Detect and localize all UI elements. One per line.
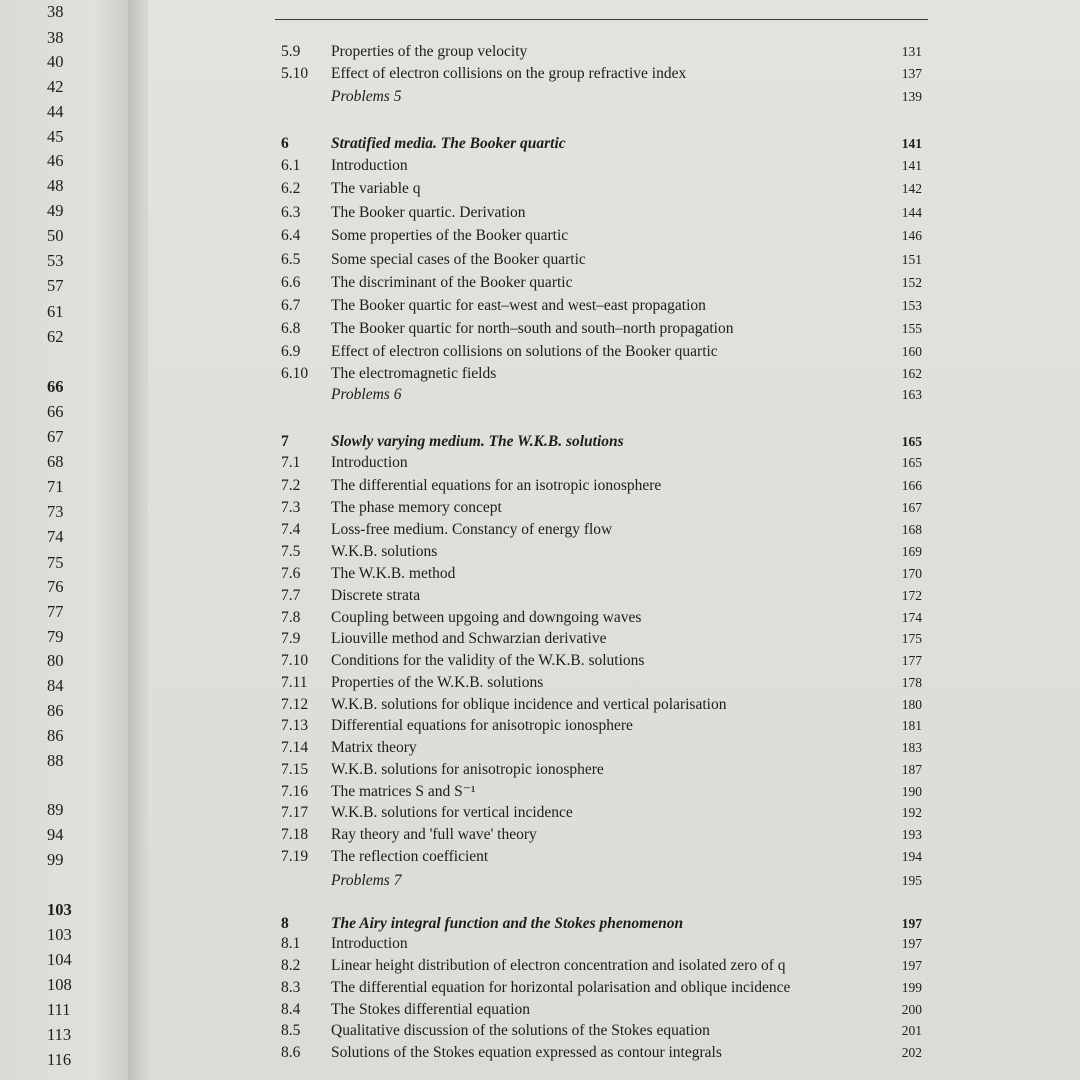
toc-entry-page: 200 xyxy=(901,1002,922,1017)
toc-entry-title: Problems 7 xyxy=(331,872,402,889)
toc-entry-title: Discrete strata xyxy=(331,587,421,604)
left-page-number: 116 xyxy=(47,1050,72,1069)
toc-problems-row xyxy=(0,384,1080,406)
toc-entry-number: 6.6 xyxy=(281,274,301,291)
toc-entry-number: 6.3 xyxy=(281,204,301,221)
toc-section-row xyxy=(0,585,1080,607)
left-page-number: 111 xyxy=(47,1000,71,1019)
toc-section-row xyxy=(0,318,1080,340)
toc-entry-page: 137 xyxy=(901,66,922,81)
toc-entry-title: Stratified media. The Booker quartic xyxy=(331,135,566,152)
toc-entry-number: 7.16 xyxy=(281,783,309,800)
toc-section-row xyxy=(0,802,1080,824)
toc-entry-number: 6.7 xyxy=(281,297,301,314)
left-page-number: 53 xyxy=(47,251,64,270)
left-page-number: 94 xyxy=(47,825,64,844)
left-page-number: 104 xyxy=(47,950,72,969)
toc-entry-page: 146 xyxy=(901,228,922,243)
toc-section-row xyxy=(0,155,1080,177)
left-page-number: 99 xyxy=(47,850,64,869)
toc-entry-page: 163 xyxy=(901,387,922,402)
top-rule xyxy=(275,19,928,20)
toc-entry-page: 153 xyxy=(901,298,922,313)
toc-entry-title: Introduction xyxy=(331,157,408,174)
toc-entry-title: Problems 6 xyxy=(331,386,402,403)
toc-entry-page: 194 xyxy=(901,849,922,864)
toc-entry-page: 202 xyxy=(901,1045,922,1060)
toc-section-row xyxy=(0,846,1080,868)
toc-entry-page: 166 xyxy=(901,478,922,493)
left-page-number: 88 xyxy=(47,751,64,770)
toc-section-row xyxy=(0,824,1080,846)
toc-entry-number: 7 xyxy=(281,433,289,450)
toc-entry-number: 7.9 xyxy=(281,630,301,647)
toc-entry-number: 8.4 xyxy=(281,1001,301,1018)
toc-chapter-row xyxy=(0,133,1080,155)
toc-entry-number: 5.10 xyxy=(281,65,309,82)
toc-section-row xyxy=(0,295,1080,317)
toc-entry-number: 7.6 xyxy=(281,565,301,582)
toc-entry-page: 167 xyxy=(901,500,922,515)
toc-section-row xyxy=(0,1020,1080,1042)
toc-entry-page: 175 xyxy=(901,631,922,646)
toc-entry-title: Effect of electron collisions on the group refractive index xyxy=(331,65,687,82)
toc-entry-page: 168 xyxy=(901,522,922,537)
toc-entry-number: 7.13 xyxy=(281,717,309,734)
toc-entry-title: The phase memory concept xyxy=(331,499,502,516)
toc-entry-page: 190 xyxy=(901,784,922,799)
left-page-number: 40 xyxy=(47,52,64,71)
toc-section-row xyxy=(0,737,1080,759)
toc-entry-title: Properties of the W.K.B. solutions xyxy=(331,674,544,691)
toc-entry-title: Conditions for the validity of the W.K.B. solutions xyxy=(331,652,645,669)
toc-section-row xyxy=(0,225,1080,247)
toc-section-row xyxy=(0,41,1080,63)
toc-chapter-row xyxy=(0,913,1080,935)
toc-entry-title: Linear height distribution of electron concentration and isolated zero of q xyxy=(331,957,786,974)
toc-entry-page: 160 xyxy=(901,344,922,359)
toc-entry-page: 142 xyxy=(901,181,922,196)
toc-section-row xyxy=(0,650,1080,672)
toc-section-row xyxy=(0,563,1080,585)
toc-entry-title: Introduction xyxy=(331,454,408,471)
toc-entry-number: 6.8 xyxy=(281,320,301,337)
toc-entry-title: The Stokes differential equation xyxy=(331,1001,531,1018)
left-page-number: 48 xyxy=(47,176,64,195)
toc-entry-number: 7.8 xyxy=(281,609,301,626)
toc-entry-number: 8 xyxy=(281,915,289,932)
toc-entry-page: 197 xyxy=(901,958,922,973)
toc-problems-row xyxy=(0,870,1080,892)
toc-entry-number: 7.4 xyxy=(281,521,301,538)
toc-entry-page: 152 xyxy=(901,275,922,290)
left-page-number: 74 xyxy=(47,527,64,546)
toc-section-row xyxy=(0,363,1080,385)
toc-problems-row xyxy=(0,86,1080,108)
toc-entry-page: 197 xyxy=(901,936,922,951)
toc-entry-number: 7.17 xyxy=(281,804,309,821)
toc-entry-page: 165 xyxy=(901,455,922,470)
toc-entry-title: The reflection coefficient xyxy=(331,848,489,865)
toc-section-row xyxy=(0,541,1080,563)
toc-entry-title: The variable q xyxy=(331,180,421,197)
toc-chapter-row xyxy=(0,431,1080,453)
toc-entry-number: 7.14 xyxy=(281,739,309,756)
toc-entry-number: 7.11 xyxy=(281,674,308,691)
left-page-number: 84 xyxy=(47,676,64,695)
toc-entry-number: 8.2 xyxy=(281,957,301,974)
toc-entry-page: 199 xyxy=(901,980,922,995)
toc-section-row xyxy=(0,977,1080,999)
toc-section-row xyxy=(0,63,1080,85)
toc-section-row xyxy=(0,607,1080,629)
toc-entry-page: 183 xyxy=(901,740,922,755)
toc-entry-number: 7.12 xyxy=(281,696,309,713)
toc-entry-page: 195 xyxy=(901,873,922,888)
toc-entry-title: W.K.B. solutions for anisotropic ionosphere xyxy=(331,761,604,778)
toc-entry-number: 6.5 xyxy=(281,251,301,268)
toc-entry-title: Slowly varying medium. The W.K.B. solutions xyxy=(331,433,624,450)
left-page-number: 89 xyxy=(47,800,64,819)
toc-entry-title: Liouville method and Schwarzian derivative xyxy=(331,630,607,647)
toc-entry-number: 7.7 xyxy=(281,587,301,604)
left-page-number: 49 xyxy=(47,201,64,220)
toc-entry-title: Matrix theory xyxy=(331,739,417,756)
toc-section-row xyxy=(0,202,1080,224)
toc-section-row xyxy=(0,955,1080,977)
toc-entry-number: 7.10 xyxy=(281,652,309,669)
left-page-number: 66 xyxy=(47,377,64,396)
toc-section-row xyxy=(0,249,1080,271)
left-page-number: 68 xyxy=(47,452,64,471)
left-page-number: 86 xyxy=(47,726,64,745)
toc-entry-title: The W.K.B. method xyxy=(331,565,456,582)
toc-entry-title: The Booker quartic. Derivation xyxy=(331,204,526,221)
toc-entry-page: 201 xyxy=(901,1023,922,1038)
toc-entry-title: The discriminant of the Booker quartic xyxy=(331,274,573,291)
toc-entry-number: 6.2 xyxy=(281,180,301,197)
toc-entry-number: 8.3 xyxy=(281,979,301,996)
toc-entry-page: 180 xyxy=(901,697,922,712)
toc-section-row xyxy=(0,715,1080,737)
toc-entry-title: Loss-free medium. Constancy of energy flow xyxy=(331,521,613,538)
toc-entry-title: The differential equation for horizontal polarisation and oblique incidence xyxy=(331,979,791,996)
left-page-number: 61 xyxy=(47,302,64,321)
toc-entry-title: Problems 5 xyxy=(331,88,402,105)
toc-entry-title: Effect of electron collisions on solutions of the Booker quartic xyxy=(331,343,718,360)
toc-entry-page: 139 xyxy=(901,89,922,104)
toc-section-row xyxy=(0,694,1080,716)
toc-section-row xyxy=(0,178,1080,200)
toc-entry-number: 7.3 xyxy=(281,499,301,516)
toc-entry-number: 7.18 xyxy=(281,826,309,843)
toc-section-row xyxy=(0,933,1080,955)
toc-entry-title: Differential equations for anisotropic ionosphere xyxy=(331,717,633,734)
toc-section-row xyxy=(0,272,1080,294)
left-page-number: 50 xyxy=(47,226,64,245)
toc-entry-title: The matrices S and S⁻¹ xyxy=(331,783,476,800)
toc-entry-title: W.K.B. solutions xyxy=(331,543,438,560)
left-page-number: 45 xyxy=(47,127,64,146)
left-page-number: 86 xyxy=(47,701,64,720)
toc-entry-title: Coupling between upgoing and downgoing waves xyxy=(331,609,642,626)
toc-entry-number: 7.19 xyxy=(281,848,309,865)
toc-entry-page: 141 xyxy=(901,136,922,151)
left-page-number: 42 xyxy=(47,77,64,96)
toc-entry-number: 6.9 xyxy=(281,343,301,360)
toc-entry-page: 174 xyxy=(901,610,922,625)
toc-entry-page: 165 xyxy=(901,434,922,449)
left-page-number: 80 xyxy=(47,651,64,670)
left-page-number: 76 xyxy=(47,577,64,596)
toc-entry-number: 7.1 xyxy=(281,454,301,471)
left-page-number: 71 xyxy=(47,477,64,496)
left-page-number: 62 xyxy=(47,327,64,346)
toc-entry-page: 131 xyxy=(901,44,922,59)
left-page-number: 44 xyxy=(47,102,64,121)
toc-section-row xyxy=(0,781,1080,803)
left-page-number: 113 xyxy=(47,1025,72,1044)
left-page-number: 38 xyxy=(47,28,64,47)
toc-section-row xyxy=(0,999,1080,1021)
toc-entry-title: The differential equations for an isotropic ionosphere xyxy=(331,477,662,494)
toc-entry-title: The Booker quartic for north–south and south–north propagation xyxy=(331,320,734,337)
left-page-number: 46 xyxy=(47,151,64,170)
toc-entry-title: The Booker quartic for east–west and west–east propagation xyxy=(331,297,706,314)
left-page-number: 73 xyxy=(47,502,64,521)
toc-section-row xyxy=(0,672,1080,694)
left-page-number: 57 xyxy=(47,276,64,295)
toc-section-row xyxy=(0,341,1080,363)
toc-entry-number: 7.2 xyxy=(281,477,301,494)
toc-entry-number: 6.10 xyxy=(281,365,309,382)
toc-entry-page: 172 xyxy=(901,588,922,603)
toc-entry-number: 7.15 xyxy=(281,761,309,778)
left-page-number: 79 xyxy=(47,627,64,646)
toc-entry-page: 187 xyxy=(901,762,922,777)
left-page-number: 108 xyxy=(47,975,72,994)
toc-section-row xyxy=(0,519,1080,541)
toc-entry-page: 181 xyxy=(901,718,922,733)
toc-entry-title: W.K.B. solutions for oblique incidence and vertical polarisation xyxy=(331,696,727,713)
toc-entry-number: 8.5 xyxy=(281,1022,301,1039)
toc-entry-page: 178 xyxy=(901,675,922,690)
left-page-number: 66 xyxy=(47,402,64,421)
toc-entry-page: 151 xyxy=(901,252,922,267)
toc-entry-page: 155 xyxy=(901,321,922,336)
toc-entry-title: Properties of the group velocity xyxy=(331,43,528,60)
toc-section-row xyxy=(0,1042,1080,1064)
toc-entry-title: Some special cases of the Booker quartic xyxy=(331,251,586,268)
toc-entry-title: The electromagnetic fields xyxy=(331,365,497,382)
toc-entry-number: 6.1 xyxy=(281,157,301,174)
toc-entry-number: 6.4 xyxy=(281,227,301,244)
left-page-number: 75 xyxy=(47,553,64,572)
toc-entry-title: Ray theory and 'full wave' theory xyxy=(331,826,537,843)
toc-entry-page: 169 xyxy=(901,544,922,559)
toc-entry-page: 170 xyxy=(901,566,922,581)
toc-section-row xyxy=(0,475,1080,497)
toc-entry-page: 162 xyxy=(901,366,922,381)
toc-entry-number: 5.9 xyxy=(281,43,301,60)
toc-entry-number: 8.1 xyxy=(281,935,301,952)
toc-entry-page: 193 xyxy=(901,827,922,842)
toc-entry-page: 141 xyxy=(901,158,922,173)
toc-section-row xyxy=(0,759,1080,781)
toc-entry-page: 192 xyxy=(901,805,922,820)
left-page-number: 67 xyxy=(47,427,64,446)
left-page-number: 103 xyxy=(47,900,72,919)
toc-entry-title: Solutions of the Stokes equation expressed as contour integrals xyxy=(331,1044,722,1061)
left-page-number: 103 xyxy=(47,925,72,944)
toc-section-row xyxy=(0,628,1080,650)
toc-entry-page: 177 xyxy=(901,653,922,668)
toc-section-row xyxy=(0,452,1080,474)
toc-entry-title: Qualitative discussion of the solutions of the Stokes equation xyxy=(331,1022,710,1039)
toc-section-row xyxy=(0,497,1080,519)
toc-entry-page: 197 xyxy=(901,916,922,931)
left-page-number: 38 xyxy=(47,2,64,21)
toc-entry-title: Introduction xyxy=(331,935,408,952)
left-page-number: 77 xyxy=(47,602,64,621)
toc-entry-number: 6 xyxy=(281,135,289,152)
toc-entry-page: 144 xyxy=(901,205,922,220)
toc-entry-title: W.K.B. solutions for vertical incidence xyxy=(331,804,573,821)
toc-entry-title: Some properties of the Booker quartic xyxy=(331,227,569,244)
toc-entry-title: The Airy integral function and the Stokes phenomenon xyxy=(331,915,684,932)
toc-entry-number: 8.6 xyxy=(281,1044,301,1061)
toc-entry-number: 7.5 xyxy=(281,543,301,560)
